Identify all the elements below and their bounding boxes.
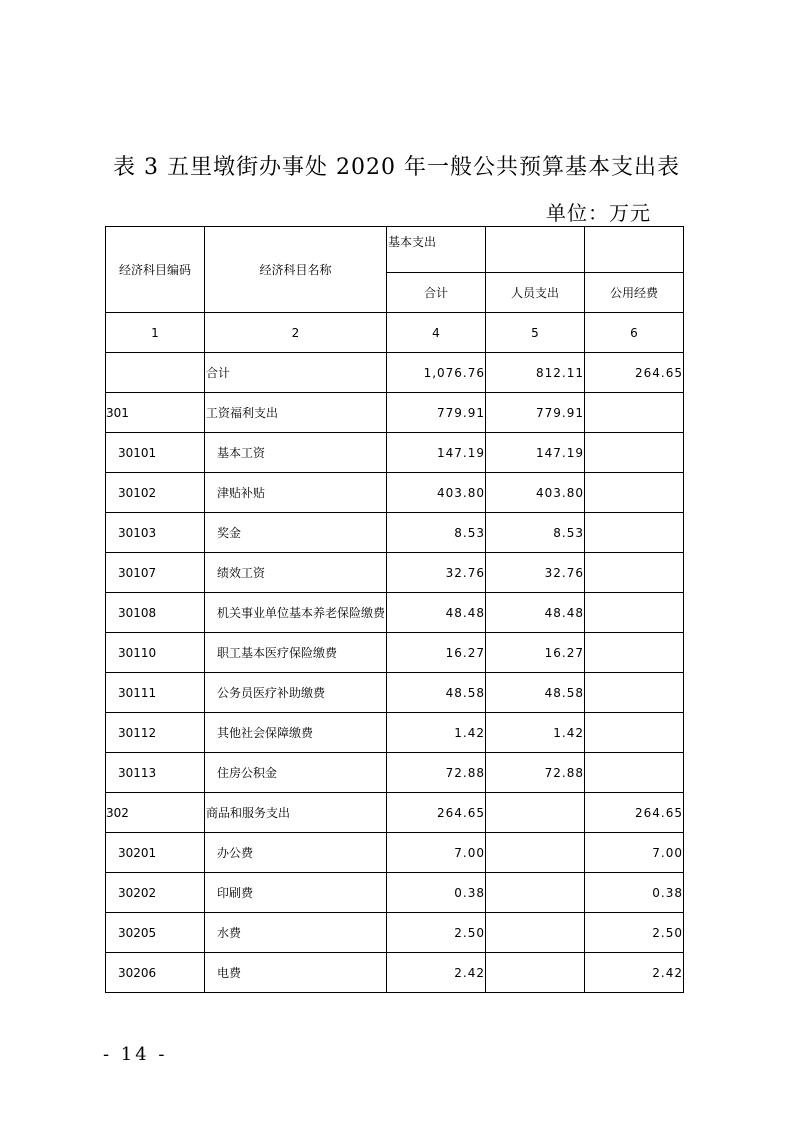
personnel-cell: 16.27 [486, 633, 585, 673]
public-cell [585, 673, 684, 713]
header-empty-cell [585, 227, 684, 273]
name-cell: 奖金 [205, 513, 387, 553]
public-cell [585, 753, 684, 793]
name-cell: 基本工资 [205, 433, 387, 473]
header-name: 经济科目名称 [205, 227, 387, 313]
personnel-cell: 48.58 [486, 673, 585, 713]
table-row [106, 673, 684, 713]
code-cell: 30110 [106, 633, 205, 673]
index-cell: 6 [585, 313, 684, 353]
header-empty-cell [486, 227, 585, 273]
table-row [106, 633, 684, 673]
public-cell: 2.50 [585, 913, 684, 953]
name-cell: 津贴补贴 [205, 473, 387, 513]
public-cell [585, 473, 684, 513]
name-cell: 职工基本医疗保险缴费 [205, 633, 387, 673]
personnel-cell: 8.53 [486, 513, 585, 553]
table-row [106, 953, 684, 993]
public-cell [585, 513, 684, 553]
total-cell: 48.58 [387, 673, 486, 713]
total-cell: 32.76 [387, 553, 486, 593]
page-number: - 14 - [103, 1044, 168, 1065]
name-cell: 商品和服务支出 [205, 793, 387, 833]
index-cell: 4 [387, 313, 486, 353]
table-row [106, 873, 684, 913]
name-cell: 其他社会保障缴费 [205, 713, 387, 753]
personnel-cell: 72.88 [486, 753, 585, 793]
name-cell: 住房公积金 [205, 753, 387, 793]
index-cell: 2 [205, 313, 387, 353]
personnel-cell [486, 913, 585, 953]
total-cell: 403.80 [387, 473, 486, 513]
code-cell: 30101 [106, 433, 205, 473]
personnel-cell: 48.48 [486, 593, 585, 633]
header-personnel: 人员支出 [486, 273, 585, 313]
total-cell: 16.27 [387, 633, 486, 673]
total-cell: 7.00 [387, 833, 486, 873]
table-row [106, 433, 684, 473]
personnel-cell: 779.91 [486, 393, 585, 433]
total-cell: 1.42 [387, 713, 486, 753]
code-cell [106, 353, 205, 393]
name-cell: 电费 [205, 953, 387, 993]
table-row [106, 353, 684, 393]
name-cell: 水费 [205, 913, 387, 953]
table-row [106, 593, 684, 633]
code-cell: 30107 [106, 553, 205, 593]
personnel-cell: 403.80 [486, 473, 585, 513]
public-cell: 0.38 [585, 873, 684, 913]
index-cell: 1 [106, 313, 205, 353]
index-cell: 5 [486, 313, 585, 353]
header-total: 合计 [387, 273, 486, 313]
personnel-cell [486, 873, 585, 913]
header-code: 经济科目编码 [106, 227, 205, 313]
public-cell: 2.42 [585, 953, 684, 993]
code-cell: 30113 [106, 753, 205, 793]
code-cell: 30111 [106, 673, 205, 713]
name-cell: 办公费 [205, 833, 387, 873]
name-cell: 机关事业单位基本养老保险缴费 [205, 593, 387, 633]
unit-label: 单位：万元 [546, 201, 651, 225]
table-row [106, 713, 684, 753]
personnel-cell: 147.19 [486, 433, 585, 473]
total-cell: 8.53 [387, 513, 486, 553]
public-cell: 7.00 [585, 833, 684, 873]
table-row [106, 473, 684, 513]
code-cell: 30201 [106, 833, 205, 873]
table-row [106, 793, 684, 833]
code-cell: 302 [106, 793, 205, 833]
table-row [106, 553, 684, 593]
personnel-cell: 1.42 [486, 713, 585, 753]
public-cell [585, 713, 684, 753]
code-cell: 30205 [106, 913, 205, 953]
code-cell: 30102 [106, 473, 205, 513]
name-cell: 合计 [205, 353, 387, 393]
header-basic: 基本支出 [387, 227, 486, 273]
header-row-1 [106, 227, 684, 273]
personnel-cell: 32.76 [486, 553, 585, 593]
public-cell [585, 433, 684, 473]
code-cell: 30103 [106, 513, 205, 553]
total-cell: 2.42 [387, 953, 486, 993]
table-row [106, 513, 684, 553]
header-public: 公用经费 [585, 273, 684, 313]
name-cell: 印刷费 [205, 873, 387, 913]
name-cell: 公务员医疗补助缴费 [205, 673, 387, 713]
public-cell [585, 633, 684, 673]
personnel-cell [486, 793, 585, 833]
index-row [106, 313, 684, 353]
public-cell: 264.65 [585, 353, 684, 393]
table-row [106, 393, 684, 433]
total-cell: 264.65 [387, 793, 486, 833]
total-cell: 779.91 [387, 393, 486, 433]
personnel-cell [486, 953, 585, 993]
code-cell: 30202 [106, 873, 205, 913]
table-row [106, 753, 684, 793]
name-cell: 绩效工资 [205, 553, 387, 593]
page-title: 表 3 五里墩街办事处 2020 年一般公共预算基本支出表 [113, 155, 680, 180]
personnel-cell [486, 833, 585, 873]
name-cell: 工资福利支出 [205, 393, 387, 433]
total-cell: 72.88 [387, 753, 486, 793]
code-cell: 30112 [106, 713, 205, 753]
table-row [106, 913, 684, 953]
code-cell: 301 [106, 393, 205, 433]
total-cell: 2.50 [387, 913, 486, 953]
public-cell [585, 393, 684, 433]
code-cell: 30108 [106, 593, 205, 633]
personnel-cell: 812.11 [486, 353, 585, 393]
total-cell: 0.38 [387, 873, 486, 913]
total-cell: 1,076.76 [387, 353, 486, 393]
total-cell: 48.48 [387, 593, 486, 633]
table-row [106, 833, 684, 873]
public-cell: 264.65 [585, 793, 684, 833]
public-cell [585, 553, 684, 593]
code-cell: 30206 [106, 953, 205, 993]
total-cell: 147.19 [387, 433, 486, 473]
budget-table [105, 226, 684, 993]
public-cell [585, 593, 684, 633]
